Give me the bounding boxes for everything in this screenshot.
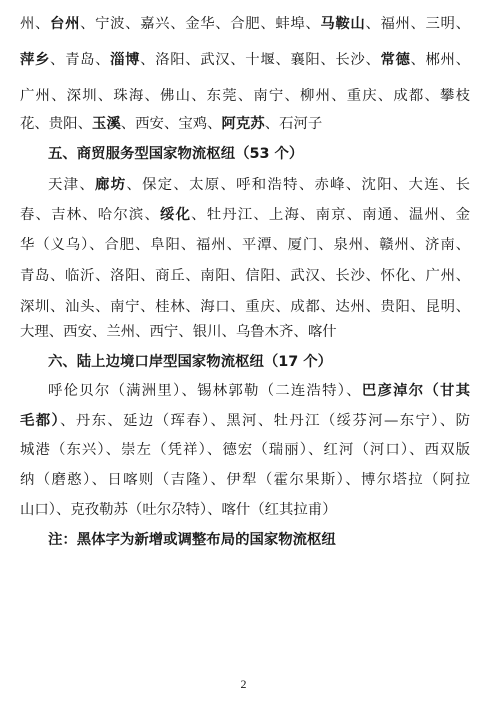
text-segment: 、牡丹江、上海、南京、南通、温州、金	[191, 207, 470, 223]
highlighted-hub-name: 萍乡	[20, 52, 51, 68]
list-line	[20, 266, 470, 286]
section-heading-commerce	[48, 144, 468, 164]
text-segment: 深圳、汕头、南宁、桂林、海口、重庆、成都、达州、贵阳、昆明、	[20, 299, 470, 315]
list-line	[20, 86, 470, 106]
text-segment: 城港（东兴）、崇左（凭祥）、德宏（瑞丽）、红河（河口）、西双版	[20, 442, 470, 458]
list-line	[20, 205, 470, 225]
text-segment: 、洛阳、武汉、十堰、襄阳、长沙、	[140, 52, 381, 68]
highlighted-hub-name: 毛都）	[20, 413, 61, 429]
list-line	[20, 322, 470, 342]
highlighted-hub-name: 常德	[380, 52, 411, 68]
text-segment: 、保定、太原、呼和浩特、赤峰、沈阳、大连、长	[126, 177, 470, 193]
text-segment: 、福州、三明、	[365, 16, 470, 32]
text-segment: 、郴州、	[410, 52, 470, 68]
text-segment: 春、吉林、哈尔滨、	[20, 207, 161, 223]
list-line	[20, 50, 470, 70]
text-segment: 、西安、宝鸡、	[120, 116, 222, 132]
text-segment: 华（义乌）、合肥、阜阳、福州、平潭、厦门、泉州、赣州、济南、	[20, 237, 470, 253]
text-segment: 注：黑体字为新增或调整布局的国家物流枢纽	[48, 532, 336, 548]
list-line	[20, 440, 470, 460]
list-line	[48, 381, 470, 401]
text-segment: 天津、	[48, 177, 96, 193]
list-line	[20, 411, 470, 431]
text-segment: 山口）、克孜勒苏（吐尔尕特）、喀什（红其拉甫）	[20, 502, 337, 518]
list-line	[20, 470, 470, 490]
text-segment: 广州、深圳、珠海、佛山、东莞、南宁、柳州、重庆、成都、攀枝	[20, 88, 470, 104]
text-segment: 、丹东、延边（珲春）、黑河、牡丹江（绥芬河—东宁）、防	[60, 413, 470, 429]
highlighted-hub-name: 巴彦淖尔（甘其	[361, 383, 470, 399]
highlighted-hub-name: 绥化	[160, 207, 192, 223]
text-segment: 花、贵阳、	[20, 116, 92, 132]
highlighted-hub-name: 廊坊	[95, 177, 127, 193]
highlighted-hub-name: 玉溪	[91, 116, 121, 132]
footnote	[48, 530, 468, 550]
text-segment: 、宁波、嘉兴、金华、合肥、蚌埠、	[80, 16, 321, 32]
section-heading-border-port	[48, 352, 468, 372]
highlighted-hub-name: 阿克苏	[221, 116, 265, 132]
page-number: 2	[240, 677, 247, 691]
text-segment: 五、商贸服务型国家物流枢纽（53 个）	[48, 146, 304, 162]
text-segment: 呼伦贝尔（满洲里）、锡林郭勒（二连浩特）、	[48, 383, 362, 399]
text-segment: 、石河子	[264, 116, 323, 132]
text-segment: 州、	[20, 16, 51, 32]
list-line	[20, 14, 470, 34]
text-segment: 大理、西安、兰州、西宁、银川、乌鲁木齐、喀什	[20, 324, 337, 340]
text-segment: 、青岛、	[50, 52, 111, 68]
highlighted-hub-name: 淄博	[110, 52, 141, 68]
list-line	[20, 114, 470, 134]
list-line	[20, 297, 470, 317]
list-line	[20, 500, 470, 520]
list-line	[48, 175, 470, 195]
list-line	[20, 235, 470, 255]
text-segment: 纳（磨憨）、日喀则（吉隆）、伊犁（霍尔果斯）、博尔塔拉（阿拉	[20, 472, 470, 488]
highlighted-hub-name: 台州	[50, 16, 81, 32]
text-segment: 青岛、临沂、洛阳、商丘、南阳、信阳、武汉、长沙、怀化、广州、	[20, 268, 470, 284]
text-segment: 六、陆上边境口岸型国家物流枢纽（17 个）	[48, 354, 333, 370]
highlighted-hub-name: 马鞍山	[320, 16, 366, 32]
